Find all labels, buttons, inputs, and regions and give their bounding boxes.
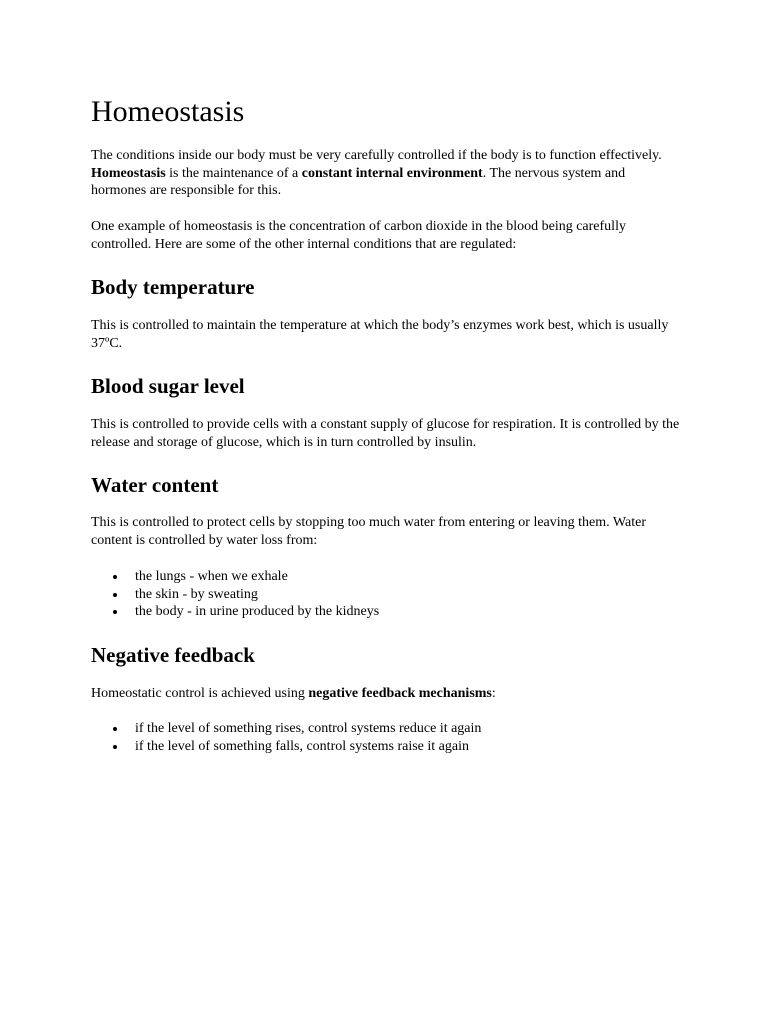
list-item-text: the skin - by sweating [135,586,258,602]
blood-sugar-heading: Blood sugar level [91,374,245,398]
list-item-text: if the level of something rises, control systems reduce it again [135,721,482,736]
negative-feedback-text-2: : [491,686,496,701]
example-paragraph: One example of homeostasis is the concentration of carbon dioxide in the blood being carefully controlled. Here are some of the other internal conditions that are regulated: [91,219,626,252]
list-item [91,603,379,621]
water-content-heading: Water content [91,473,219,497]
negative-feedback-mechanisms-term: negative feedback mechanisms [308,686,492,701]
list-item [91,720,481,738]
list-item [91,568,379,586]
intro-paragraph [91,147,681,200]
page-title: Homeostasis [91,95,245,128]
constant-internal-environment-term: constant internal environment [301,165,483,181]
homeostasis-term: Homeostasis [91,165,166,181]
list-item-text: if the level of something falls, control systems raise it again [135,738,469,754]
list-item [91,586,379,604]
negative-feedback-text [91,685,681,703]
negative-feedback-heading: Negative feedback [91,643,255,667]
bullet-icon [113,593,117,597]
intro-text-1: The conditions inside our body must be very carefully controlled if the body is to function effectively. [91,148,662,163]
negative-feedback-text-1: Homeostatic control is achieved using [91,686,309,701]
bullet-icon [113,575,117,579]
list-item [91,738,481,756]
water-content-text: This is controlled to protect cells by stopping too much water from entering or leaving them. Water content is controlled by water loss from: [91,515,646,548]
negative-feedback-list [91,720,481,755]
blood-sugar-text: This is controlled to provide cells with a constant supply of glucose for respiration. It is controlled by the release and storage of glucose, which is in turn controlled by insulin. [91,417,680,450]
water-loss-list [91,568,379,621]
list-item-text: the lungs - when we exhale [135,569,288,584]
intro-text-3: . The nervous system and hormones are responsible for this. [91,165,626,198]
list-item-text: the body - in urine produced by the kidneys [135,604,380,619]
body-temperature-heading: Body temperature [91,275,255,299]
bullet-icon [113,727,117,731]
body-temperature-text: This is controlled to maintain the temperature at which the body’s enzymes work best, which is usually 37ºC. [91,318,669,351]
bullet-icon [113,745,117,749]
bullet-icon [113,610,117,614]
intro-text-2: is the maintenance of a [165,165,302,181]
